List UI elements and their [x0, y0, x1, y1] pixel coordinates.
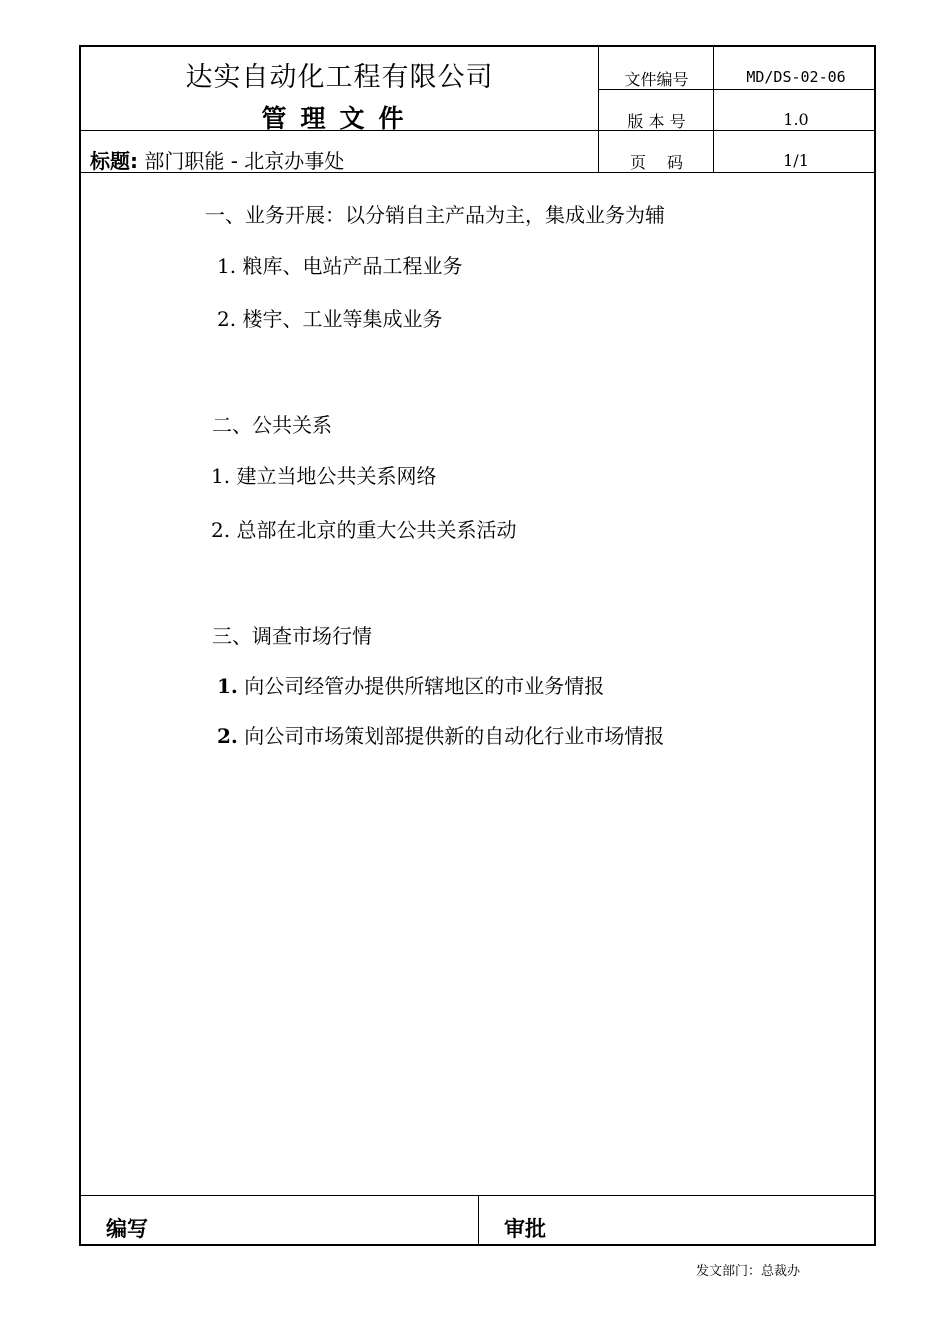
- list-item: [211, 514, 516, 543]
- section-heading-2: 二、公共关系: [212, 413, 332, 437]
- list-item: [211, 460, 436, 489]
- item-number: 2.: [217, 724, 238, 748]
- section-heading-3: 三、调查市场行情: [212, 624, 372, 648]
- section-heading-1: 一、业务开展：以分销自主产品为主，集成业务为辅: [205, 203, 665, 227]
- file-number-value: MD/DS-02-06: [746, 68, 846, 86]
- item-number: 1.: [211, 464, 231, 488]
- page-value: 1/1: [783, 151, 809, 170]
- item-number: 2.: [211, 518, 231, 542]
- item-text: 粮库、电站产品工程业务: [242, 254, 463, 278]
- approve-label: 审批: [504, 1217, 546, 1241]
- item-number: 1.: [217, 254, 237, 278]
- document-sheet: [79, 45, 876, 1246]
- item-text: 建立当地公共关系网络: [236, 464, 437, 488]
- title-text: 部门职能 - 北京办事处: [138, 149, 345, 173]
- author-label: 编写: [106, 1217, 148, 1241]
- company-name: 达实自动化工程有限公司: [185, 62, 494, 93]
- list-item: [217, 303, 442, 332]
- item-text: 向公司市场策划部提供新的自动化行业市场情报: [244, 724, 665, 748]
- version-label: 版 本 号: [627, 112, 686, 131]
- page-label: 页 码: [629, 153, 684, 172]
- item-text: 楼宇、工业等集成业务: [242, 307, 443, 331]
- title-prefix: 标题:: [90, 149, 138, 173]
- item-number: 1.: [217, 674, 238, 698]
- file-number-label: 文件编号: [624, 70, 689, 89]
- list-item: [217, 250, 462, 279]
- item-text: 总部在北京的重大公共关系活动: [236, 518, 517, 542]
- issuing-department: 发文部门：总裁办: [696, 1264, 801, 1279]
- document-type: 管理文件: [261, 104, 418, 133]
- version-value: 1.0: [783, 110, 809, 129]
- item-text: 向公司经管办提供所辖地区的市业务情报: [244, 674, 605, 698]
- footer-divider-vertical: [478, 1195, 479, 1246]
- list-item: [217, 670, 604, 699]
- document-title: [90, 145, 344, 174]
- item-number: 2.: [217, 307, 237, 331]
- list-item: [217, 720, 664, 749]
